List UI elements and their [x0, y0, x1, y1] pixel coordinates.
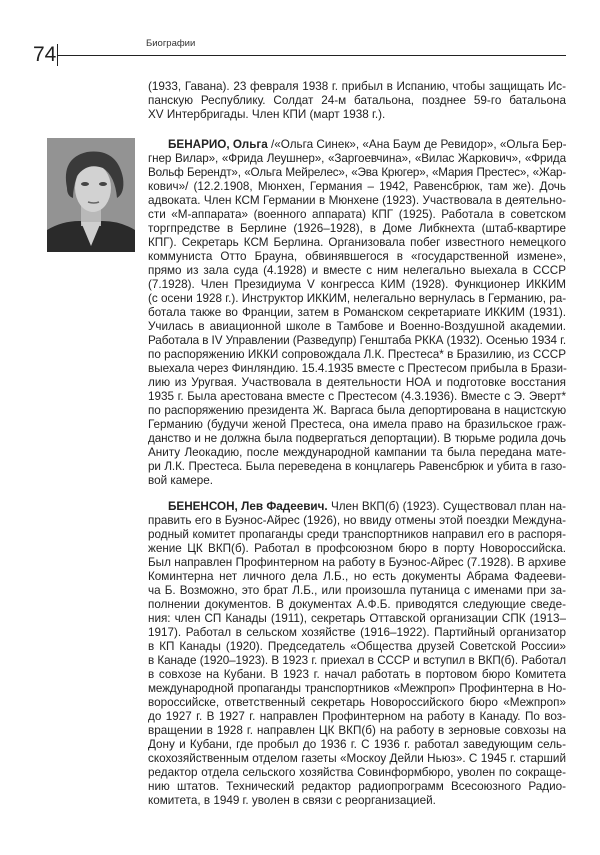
text-line: Германию (будучи женой Престеса, она имела право на бразильское граж- — [148, 418, 566, 431]
text-line: прямо из зала суда (4.1928) и вместе с ним нелегально выехала в СССР — [148, 264, 566, 277]
entry-benario — [148, 138, 566, 488]
paragraph-continuation — [148, 80, 566, 122]
text-line: Училась в авиационной школе в Тамбове и Военно-Воздушной академии. — [148, 320, 566, 333]
entry-name: БЕНЕНСОН, Лев Фадеевич. — [168, 500, 328, 513]
text-line: адвоката. Член КСМ Германии в Мюнхене (1923). Участвовала в деятельно- — [148, 194, 566, 207]
text-line: по распоряжению президента Ж. Варгаса была депортирована в нацистскую — [148, 404, 566, 417]
text-line: вороссийске, ответственный секретарь Новороссийского бюро «Межпроп» — [148, 696, 566, 709]
page-number: 74 — [33, 43, 57, 66]
text-line: (с осени 1928 г.). Инструктор ИККИМ, нелегально вернулась в Германию, ра- — [148, 292, 567, 305]
text-line: 1935 г. Была арестована вместе с Престесом (4.3.1936). Вместе с Э. Эверт* — [148, 390, 566, 403]
text-line: нию штатов. Технический редактор радиопрограмм Всесоюзного Радио- — [148, 780, 566, 793]
text-line: вой камере. — [148, 474, 214, 487]
text-line: КПГ). Секретарь КСМ Берлина. Организовала побег известного немецкого — [148, 236, 566, 249]
portrait-photo — [47, 138, 135, 252]
text-line: Аниту Леокадию, после международной кампании та была передана мате- — [148, 446, 566, 459]
text-line: БЕНЕНСОН, Лев Фадеевич. Член ВКП(б) (1923). Существовал план на- — [168, 500, 566, 513]
text-line: до 1927 г. В 1927 г. направлен Профинтерном на работу в Канаду. По воз- — [148, 710, 566, 723]
text-line: международной пропаганды транспортников «Межпроп» Профинтерна в Но- — [148, 682, 566, 695]
text-line: жение ЦК ВКП(б). Работал в профсоюзном бюро в порту Новороссийска. — [148, 542, 566, 555]
text-line: ния: член СП Канады (1911), секретарь Оттавской организации СПК (1913– — [148, 612, 566, 625]
text-line: сти «М-аппарата» (военного аппарата) КПГ (1925). Работала в советском — [148, 208, 566, 221]
text-line: Вольф Берендт», «Ольга Мейрелес», «Эва Крюгер», «Мария Престес», «Жар- — [148, 166, 566, 179]
text-line: торгпредстве в Берлине (1926–1928), в Доме Либкнехта (штаб-квартире — [148, 222, 566, 235]
text-line: комитета, в 1949 г. уволен в связи с реорганизацией. — [148, 794, 436, 807]
text-line: XV Интербригады. Член КПИ (март 1938 г.). — [148, 108, 386, 121]
text-line: ри Л.К. Престеса. Была переведена в концлагерь Равенсбрюк и убита в газо- — [148, 460, 566, 473]
text-line: БЕНАРИО, Ольга /«Ольга Синек», «Ана Баум де Ревидор», «Ольга Бер- — [168, 138, 567, 151]
text-line: выехала через Финляндию. 15.4.1935 вместе с Престесом прибыла в Брази- — [148, 362, 567, 375]
text-line: кович»/ (12.2.1908, Мюнхен, Германия – 1942, Равенсбрюк, там же). Дочь — [148, 180, 566, 193]
text-line: (1933, Гавана). 23 февраля 1938 г. прибыл в Испанию, чтобы защищать Ис- — [148, 80, 566, 93]
text-line: Работала в IV Управлении (Разведупр) Генштаба РККА (1932). Осенью 1934 г. — [148, 334, 566, 347]
text-line: Был направлен Профинтерном на работу в Буэнос-Айрес (7.1928). В архиве — [148, 556, 566, 569]
text-line: коммуниста Отто Брауна, обвинявшегося в «государственной измене», — [148, 250, 566, 263]
text-line: полнении документов. В документах А.Ф.Б. приводятся следующие сведе- — [148, 598, 566, 611]
text-line: Дону и Кубани, где пробыл до 1936 г. С 1936 г. работал заведующим сель- — [148, 738, 566, 751]
text-line: панскую Республику. Солдат 24-м батальона, позднее 59-го батальона — [148, 94, 566, 107]
text-line: (7.1928). Член Президиума V конгресса КИМ (1928). Функционер ИККИМ — [148, 278, 566, 291]
text-line: в совхозе на Кубани. В 1923 г. начал работать в портовом бюро Комитета — [148, 668, 566, 681]
text-line: лию из Уругвая. Участвовала в деятельности НОА и подготовке восстания — [148, 376, 566, 389]
text-line: править его в Буэнос-Айрес (1926), но ввиду отмены этой поездки Междуна- — [148, 514, 566, 527]
entry-name: БЕНАРИО, Ольга — [168, 138, 268, 151]
text-line: ботала также во Франции, затем в Романском секретариате ИККИМ (1931). — [148, 306, 566, 319]
text-line: по распоряжению ИККИ сопровождала Л.К. Престеса* в Бразилию, из СССР — [148, 348, 566, 361]
entry-benenson — [148, 500, 566, 808]
text-line: вращении в 1928 г. направлен ЦК ВКП(б) на работу в зерновые совхозы на — [148, 724, 566, 737]
text-line: в КП Канады (1920). Председатель «Общества друзей Советской России» — [148, 640, 566, 653]
text-line: в Канаде (1920–1923). В 1923 г. приехал в СССР и вступил в ВКП(б). Работал — [148, 654, 566, 667]
header-horizontal-rule — [57, 55, 566, 56]
text-line: скохозяйственным отделом газеты «Москоу Дейли Ньюз». С 1945 г. старший — [148, 752, 566, 765]
text-line: ча Б. Возможно, это брат Л.Б., или произошла путаница с именами при за- — [148, 584, 566, 597]
text-line: 1917). Работал в сельском хозяйстве (1916–1922). Партийный организатор — [148, 626, 566, 639]
running-title: Биографии — [146, 38, 196, 49]
text-line: Коминтерна нет личного дела Л.Б., но есть документы Абрама Фадееви- — [148, 570, 566, 583]
text-line: гнер Вилар», «Фрида Леушнер», «Заргоевчина», «Вилас Жаркович», «Фрида — [148, 152, 566, 165]
text-line: данство и не должна была подвергаться депортации). В тюрьме родила дочь — [148, 432, 566, 445]
text-line: редактор отдела сельского хозяйства Совинформбюро, уволен по сокраще- — [148, 766, 566, 779]
text-line: родный комитет пропаганды среди транспортников направил его в распоря- — [148, 528, 566, 541]
